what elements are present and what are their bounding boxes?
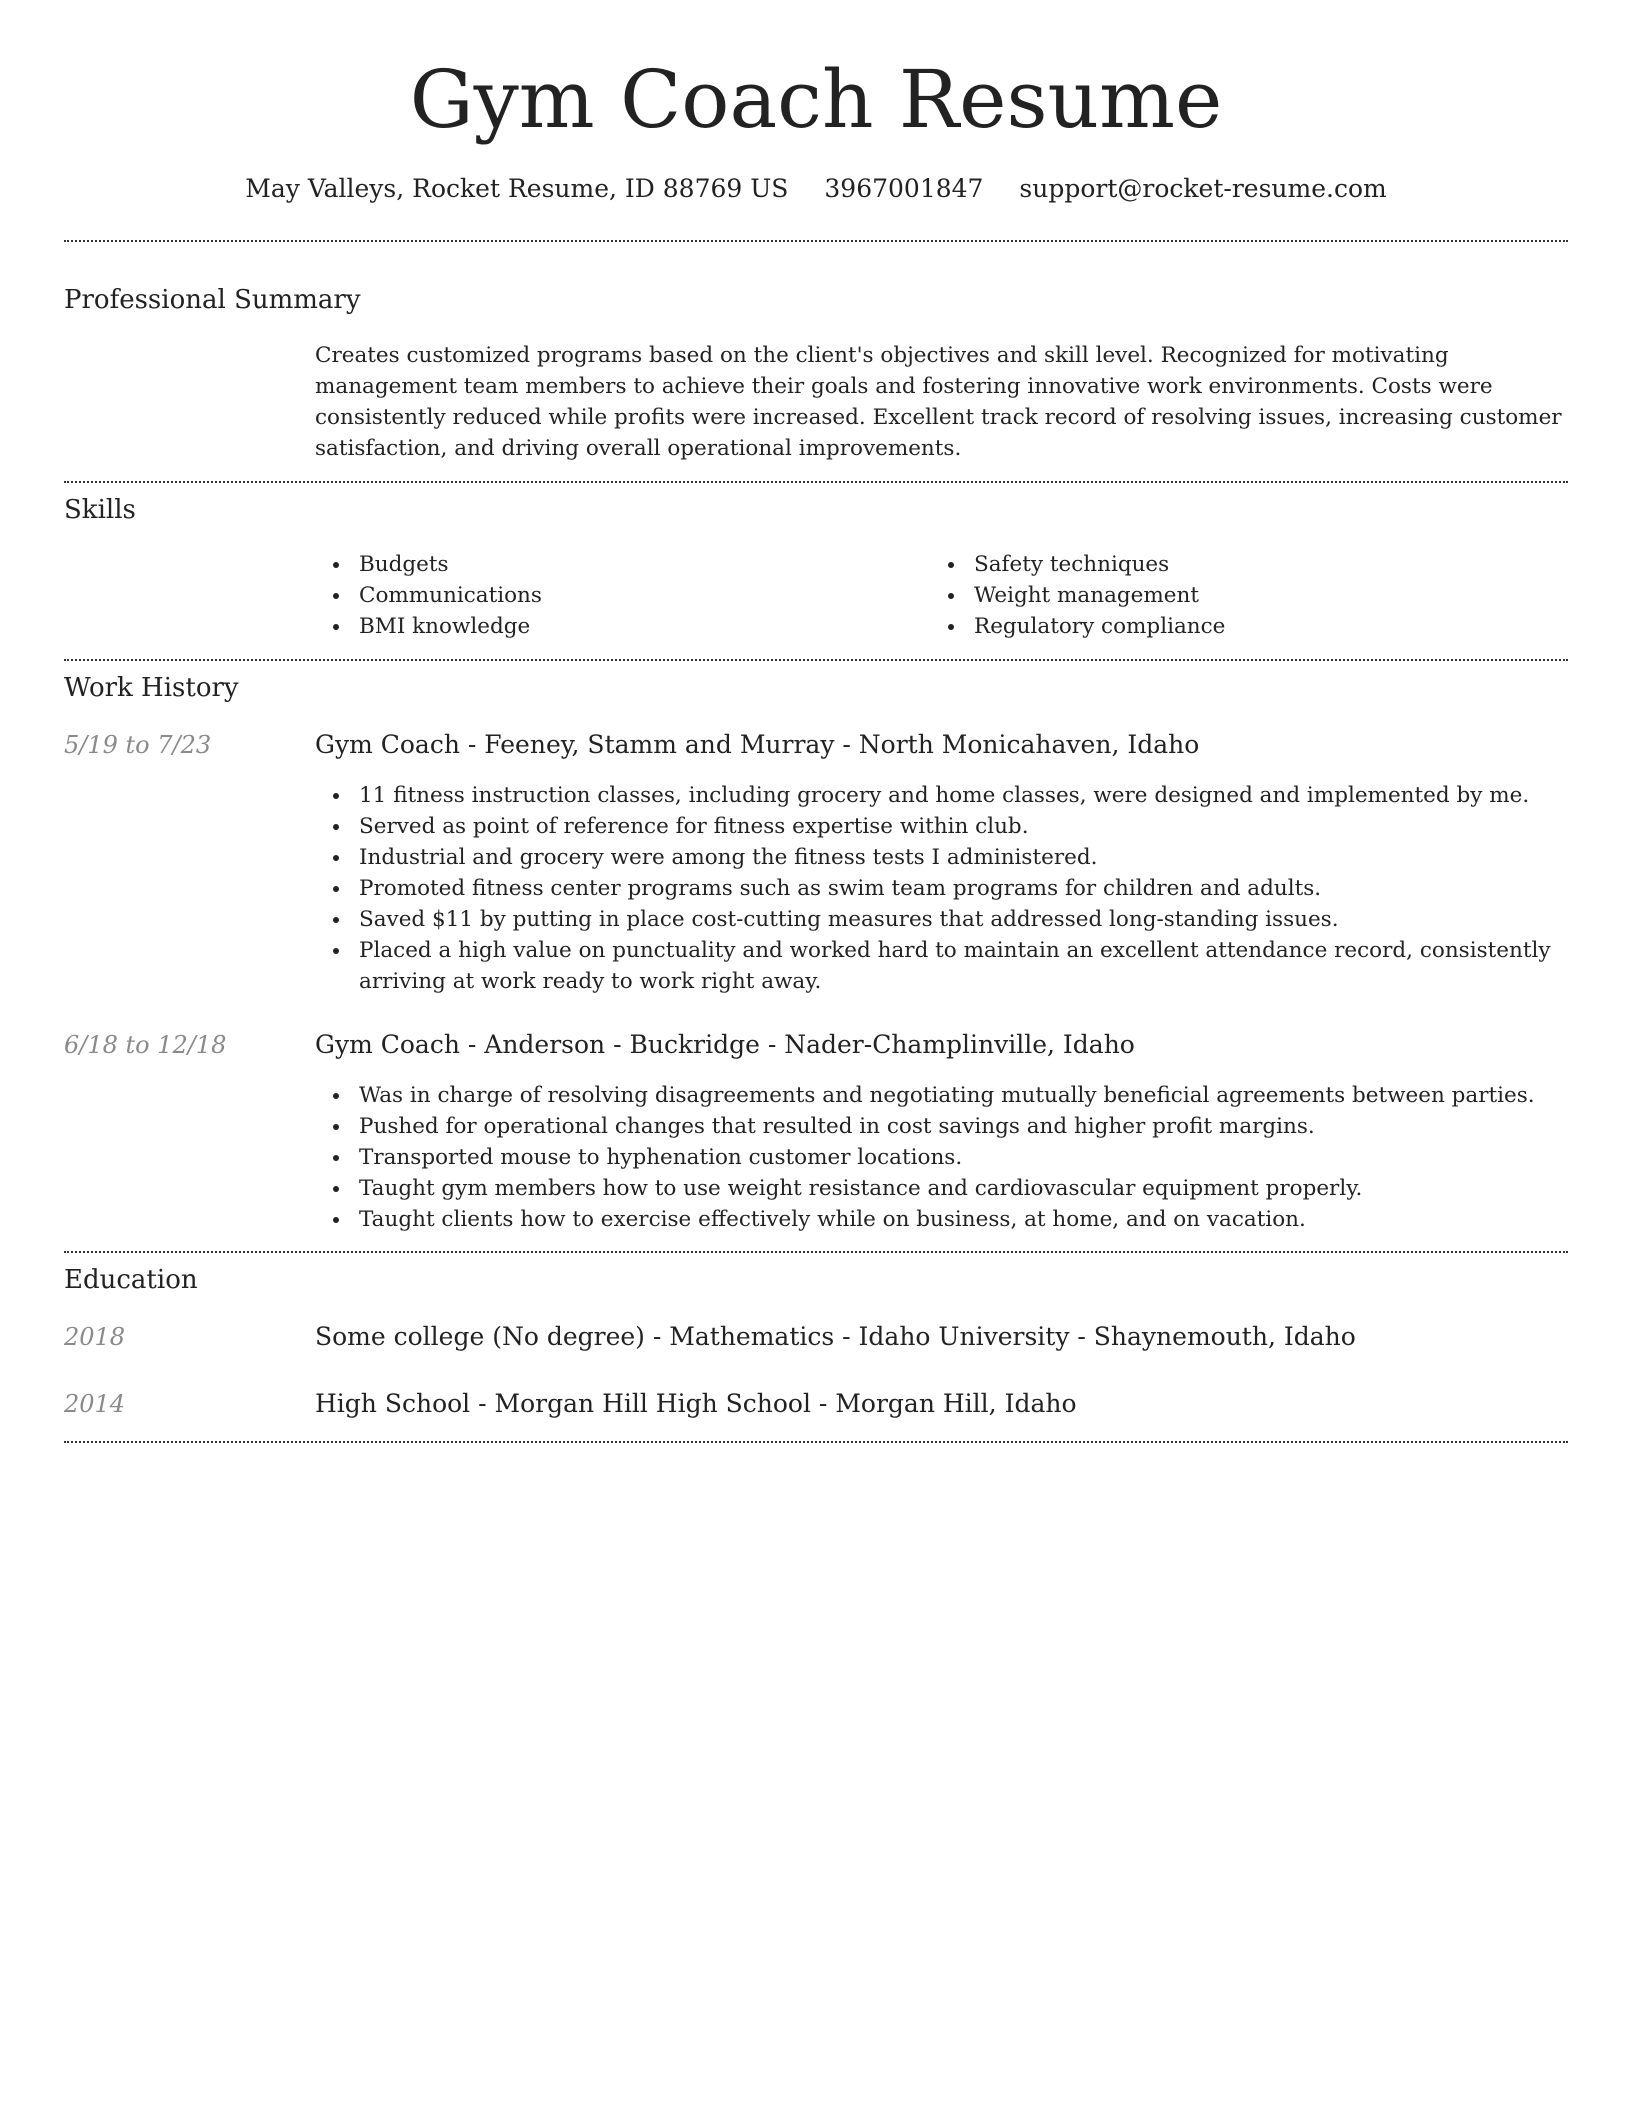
duty-item: Placed a high value on punctuality and worked hard to maintain an excellent attendance record, consistently arriving at work ready to work right away. — [315, 935, 1571, 997]
duty-item: Taught clients how to exercise effectively while on business, at home, and on vacation. — [315, 1204, 1571, 1235]
job-dates: 6/18 to 12/18 — [64, 1031, 227, 1059]
section-divider — [64, 659, 1568, 661]
duty-item: 11 fitness instruction classes, including grocery and home classes, were designed and implemented by me. — [315, 780, 1571, 811]
contact-info — [0, 169, 1632, 209]
section-divider — [64, 481, 1568, 483]
skill-item: Communications — [315, 580, 915, 611]
skill-item: BMI knowledge — [315, 611, 915, 642]
contact-email: support@rocket-resume.com — [1019, 174, 1387, 203]
summary-text: Creates customized programs based on the client's objectives and skill level. Recognized for motivating management team members to achieve their goals and fostering innovative work environments. Costs were consistently reduced while profits were increased. Excellent track record of resolving issues, increasing customer satisfaction, and driving overall operational improvements. — [315, 343, 1562, 461]
duty-item: Pushed for operational changes that resulted in cost savings and higher profit margins. — [315, 1111, 1571, 1142]
contact-address: May Valleys, Rocket Resume, ID 88769 US — [245, 174, 789, 203]
duty-item: Industrial and grocery were among the fitness tests I administered. — [315, 842, 1571, 873]
job-duties — [315, 1080, 1571, 1235]
section-divider — [64, 240, 1568, 242]
summary-heading: Professional Summary — [64, 285, 361, 315]
job-title: Gym Coach - Anderson - Buckridge - Nader-Champlinville, Idaho — [315, 1030, 1135, 1059]
skills-heading: Skills — [64, 495, 136, 525]
work-heading: Work History — [64, 673, 239, 703]
section-divider — [64, 1441, 1568, 1443]
education-entry: High School - Morgan Hill High School - Morgan Hill, Idaho — [315, 1389, 1077, 1418]
skill-item: Budgets — [315, 549, 915, 580]
skill-item: Regulatory compliance — [930, 611, 1550, 642]
job-title: Gym Coach - Feeney, Stamm and Murray - North Monicahaven, Idaho — [315, 730, 1200, 759]
duty-item: Promoted fitness center programs such as swim team programs for children and adults. — [315, 873, 1571, 904]
education-entry: Some college (No degree) - Mathematics - Idaho University - Shaynemouth, Idaho — [315, 1322, 1356, 1351]
duty-item: Served as point of reference for fitness expertise within club. — [315, 811, 1571, 842]
education-year: 2014 — [64, 1390, 126, 1418]
duty-item: Was in charge of resolving disagreements and negotiating mutually beneficial agreements between parties. — [315, 1080, 1571, 1111]
job-duties — [315, 780, 1571, 997]
duty-item: Taught gym members how to use weight resistance and cardiovascular equipment properly. — [315, 1173, 1571, 1204]
duty-item: Transported mouse to hyphenation customer locations. — [315, 1142, 1571, 1173]
education-heading: Education — [64, 1265, 198, 1295]
skill-item: Weight management — [930, 580, 1550, 611]
education-year: 2018 — [64, 1323, 126, 1351]
skills-list-right — [930, 549, 1550, 642]
skill-item: Safety techniques — [930, 549, 1550, 580]
skills-list-left — [315, 549, 915, 642]
duty-item: Saved $11 by putting in place cost-cutting measures that addressed long-standing issues. — [315, 904, 1571, 935]
job-dates: 5/19 to 7/23 — [64, 731, 212, 759]
section-divider — [64, 1251, 1568, 1253]
contact-phone: 3967001847 — [824, 174, 984, 203]
resume-title: Gym Coach Resume — [409, 53, 1223, 146]
